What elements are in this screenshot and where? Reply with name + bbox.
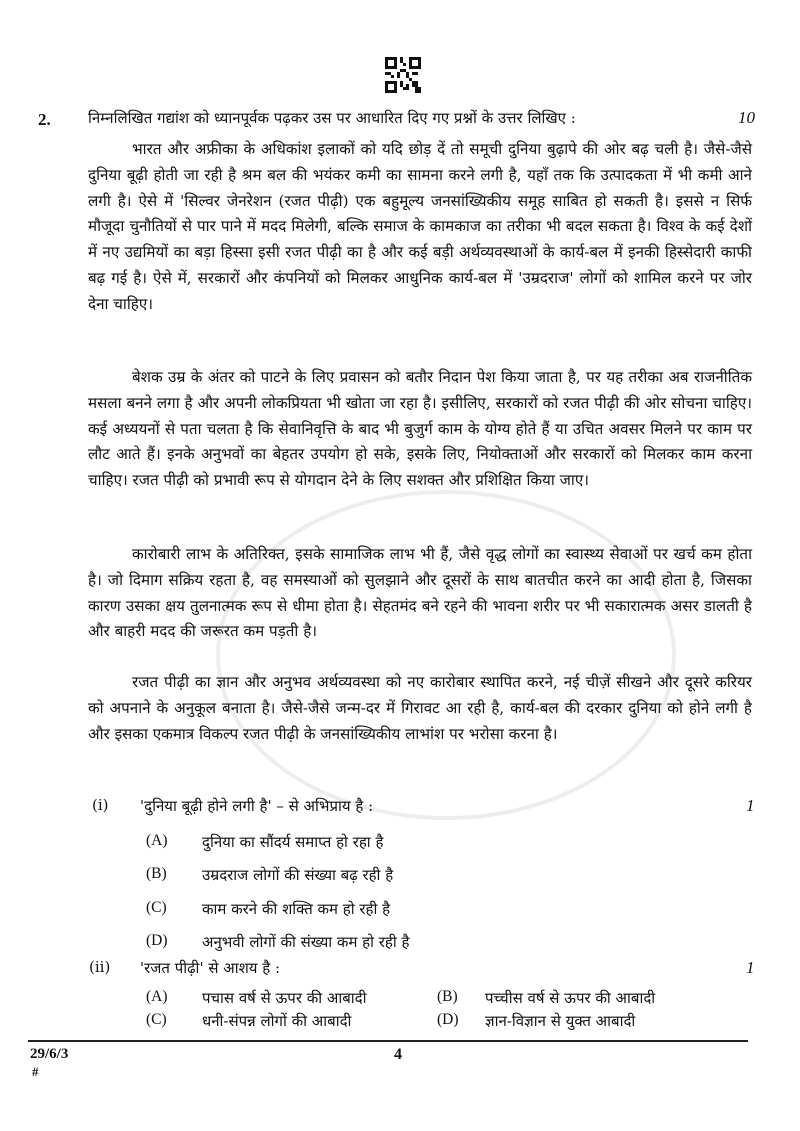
option-label: (D): [146, 932, 168, 949]
page-number: 4: [394, 1046, 402, 1063]
paper-code: 29/6/3: [30, 1046, 69, 1062]
qr-code-icon: [385, 57, 421, 93]
option-label: (B): [146, 865, 167, 882]
question-instruction: निम्नलिखित गद्यांश को ध्यानपूर्वक पढ़कर उस पर आधारित दिए गए प्रश्नों के उत्तर लिखिए :: [88, 109, 576, 127]
option-label: (D): [437, 1011, 459, 1028]
subquestion-number: (ii): [89, 958, 111, 976]
option-text: काम करने की शक्ति कम हो रही है: [202, 900, 391, 918]
option-text: अनुभवी लोगों की संख्या कम हो रही है: [202, 933, 410, 951]
option-text: पचास वर्ष से ऊपर की आबादी: [202, 989, 367, 1007]
option-label: (A): [146, 988, 168, 1005]
question-number: 2.: [38, 110, 51, 129]
option-label: (C): [146, 1011, 167, 1028]
subquestion-text: 'दुनिया बूढ़ी होने लगी है' – से अभिप्राय है :: [140, 797, 374, 815]
option-text: उम्रदराज लोगों की संख्या बढ़ रही है: [202, 866, 394, 884]
question-marks: 10: [738, 108, 755, 127]
option-text: दुनिया का सौंदर्य समाप्त हो रहा है: [202, 833, 384, 851]
subquestion-marks: 1: [746, 796, 755, 815]
watermark-ring: [216, 490, 676, 820]
passage-paragraph: भारत और अफ्रीका के अधिकांश इलाकों को यदि छोड़ दें तो समूची दुनिया बुढ़ापे की ओर बढ़ चली है। जैसे-जैसे दुनिया बूढ़ी होती जा रही है श्रम बल की भयंकर कमी का सामना करने लगी है, यहाँ तक कि उत्पादकता में भी कमी आने लगी है। ऐसे में 'सिल्वर जेनरेशन (रजत पीढ़ी) एक बहुमूल्य जनसांख्यिकीय समूह साबित हो सकती है। इससे न सिर्फ मौजूदा चुनौतियों से पार पाने में मदद मिलेगी, बल्कि समाज के कामकाज का तरीका भी बदल सकता है। विश्व के कई देशों में नए उद्यमियों का बड़ा हिस्सा इसी रजत पीढ़ी का है और कई बड़ी अर्थव्यवस्थाओं के कार्य-बल में इनकी हिस्सेदारी काफी बढ़ गई है। ऐसे में, सरकारों और कंपनियों को मिलकर आधुनिक कार्य-बल में 'उम्रदराज' लोगों को शामिल करने पर जोर देना चाहिए।: [88, 140, 752, 313]
passage-paragraph: कारोबारी लाभ के अतिरिक्त, इसके सामाजिक लाभ भी हैं, जैसे वृद्ध लोगों का स्वास्थ्य सेवाओं पर खर्च कम होता है। जो दिमाग सक्रिय रहता है, वह समस्याओं को सुलझाने और दूसरों के साथ बातचीत करने का आदी होता है, जिसका कारण उसका क्षय तुलनात्मक रूप से धीमा होता है। सेहतमंद बने रहने की भावना शरीर पर भी सकारात्मक असर डालती है और बाहरी मदद की जरूरत कम पड़ती है।: [88, 545, 752, 641]
subquestion-text: 'रजत पीढ़ी' से आशय है :: [140, 959, 281, 977]
option-text: ज्ञान-विज्ञान से युक्त आबादी: [485, 1012, 636, 1030]
paper-hash: #: [32, 1064, 39, 1079]
option-label: (C): [146, 899, 167, 916]
passage-paragraph: रजत पीढ़ी का ज्ञान और अनुभव अर्थव्यवस्था को नए कारोबार स्थापित करने, नई चीज़ें सीखने और दूसरे करियर को अपनाने के अनुकूल बनाता है। जैसे-जैसे जन्म-दर में गिरावट आ रही है, कार्य-बल की दरकार दुनिया को होने लगी है और इसका एकमात्र विकल्प रजत पीढ़ी के जनसांख्यिकीय लाभांश पर भरोसा करना है।: [88, 673, 752, 743]
subquestion-number: (i): [92, 796, 109, 814]
passage-paragraph: बेशक उम्र के अंतर को पाटने के लिए प्रवासन को बतौर निदान पेश किया जाता है, पर यह तरीका अब राजनीतिक मसला बनने लगा है और अपनी लोकप्रियता भी खोता जा रहा है। इसीलिए, सरकारों को रजत पीढ़ी की ओर सोचना चाहिए। कई अध्ययनों से पता चलता है कि सेवानिवृत्ति के बाद भी बुजुर्ग काम के योग्य होते हैं या उचित अवसर मिलने पर काम पर लौट आते हैं। इनके अनुभवों का बेहतर उपयोग हो सके, इसके लिए, नियोक्ताओं और सरकारों को मिलकर काम करना चाहिए। रजत पीढ़ी को प्रभावी रूप से योगदान देने के लिए सशक्त और प्रशिक्षित किया जाए।: [88, 368, 752, 490]
subquestion-marks: 1: [746, 958, 755, 977]
option-text: धनी-संपन्न लोगों की आबादी: [202, 1012, 352, 1030]
option-label: (B): [437, 988, 458, 1005]
footer-divider: [28, 1040, 748, 1042]
option-text: पच्चीस वर्ष से ऊपर की आबादी: [485, 989, 656, 1007]
option-label: (A): [146, 832, 168, 849]
